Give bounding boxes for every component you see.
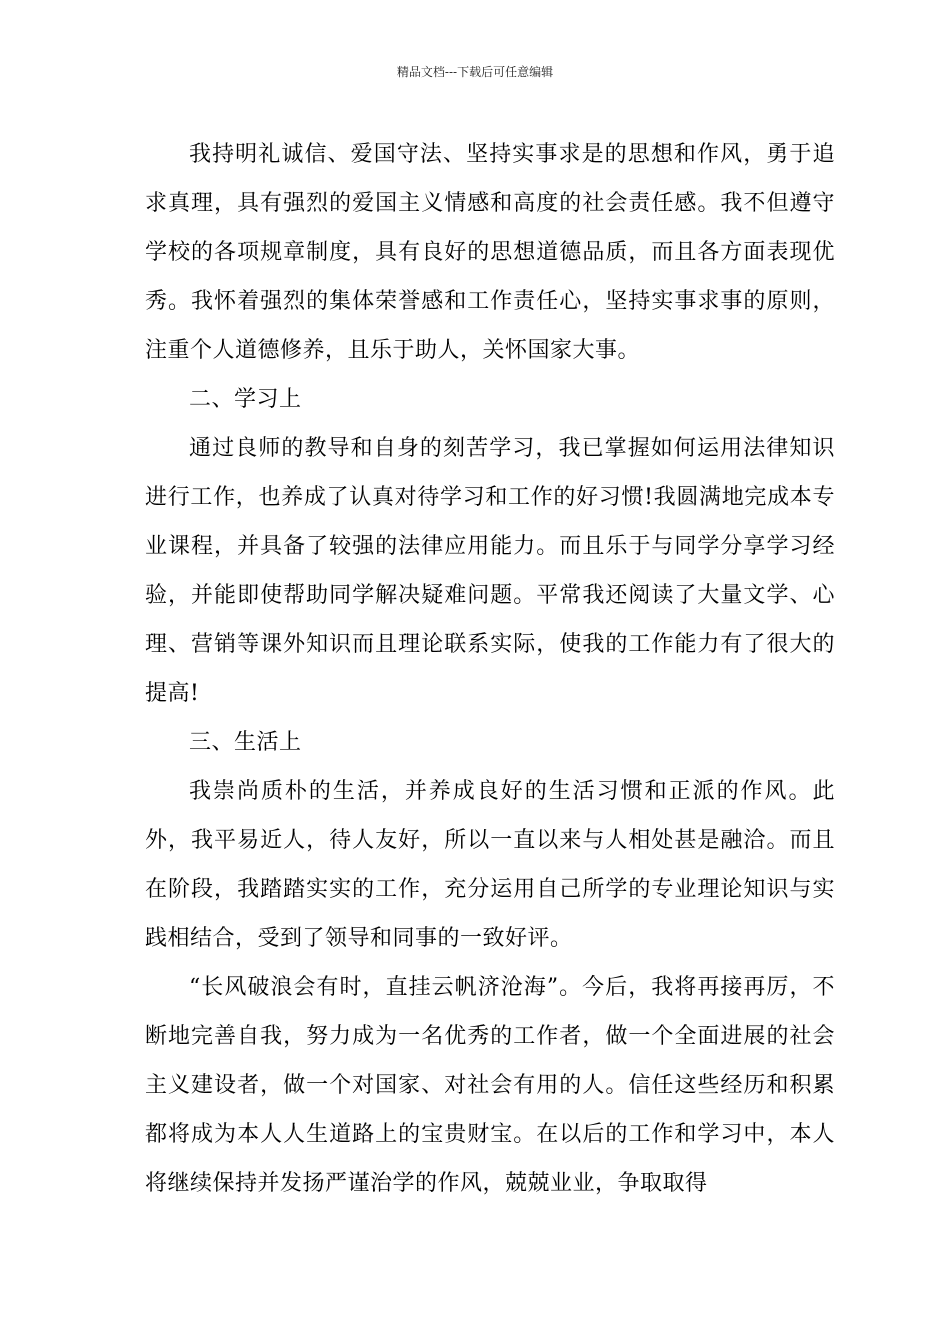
paragraph-life: 我崇尚质朴的生活，并养成良好的生活习惯和正派的作风。此外，我平易近人，待人友好，所以一直以来与人相处甚是融洽。而且在阶段，我踏踏实实的工作，充分运用自己所学的专业理论知识与实践相结合，受到了领导和同事的一致好评。	[145, 779, 835, 951]
paragraph-conduct: 我持明礼诚信、爱国守法、坚持实事求是的思想和作风，勇于追求真理，具有强烈的爱国主义情感和高度的社会责任感。我不但遵守学校的各项规章制度，具有良好的思想道德品质，而且各方面表现优秀。我怀着强烈的集体荣誉感和工作责任心，坚持实事求事的原则，注重个人道德修养，且乐于助人，关怀国家大事。	[145, 142, 835, 363]
page-header: 精品文档---下载后可任意编辑	[396, 65, 554, 79]
section-heading-study: 二、学习上	[189, 387, 302, 412]
document-body	[145, 130, 835, 1208]
paragraph-future: “长风破浪会有时，直挂云帆济沧海”。今后，我将再接再厉，不断地完善自我，努力成为一名优秀的工作者，做一个全面进展的社会主义建设者，做一个对国家、对社会有用的人。信任这些经历和积累都将成为本人人生道路上的宝贵财宝。在以后的工作和学习中，本人将继续保持并发扬严谨治学的作风，兢兢业业，争取取得	[145, 975, 835, 1196]
paragraph-study: 通过良师的教导和自身的刻苦学习，我已掌握如何运用法律知识进行工作，也养成了认真对待学习和工作的好习惯!我圆满地完成本专业课程，并具备了较强的法律应用能力。而且乐于与同学分享学习经验，并能即使帮助同学解决疑难问题。平常我还阅读了大量文学、心理、营销等课外知识而且理论联系实际，使我的工作能力有了很大的提高!	[145, 436, 835, 706]
section-heading-life: 三、生活上	[189, 730, 302, 755]
